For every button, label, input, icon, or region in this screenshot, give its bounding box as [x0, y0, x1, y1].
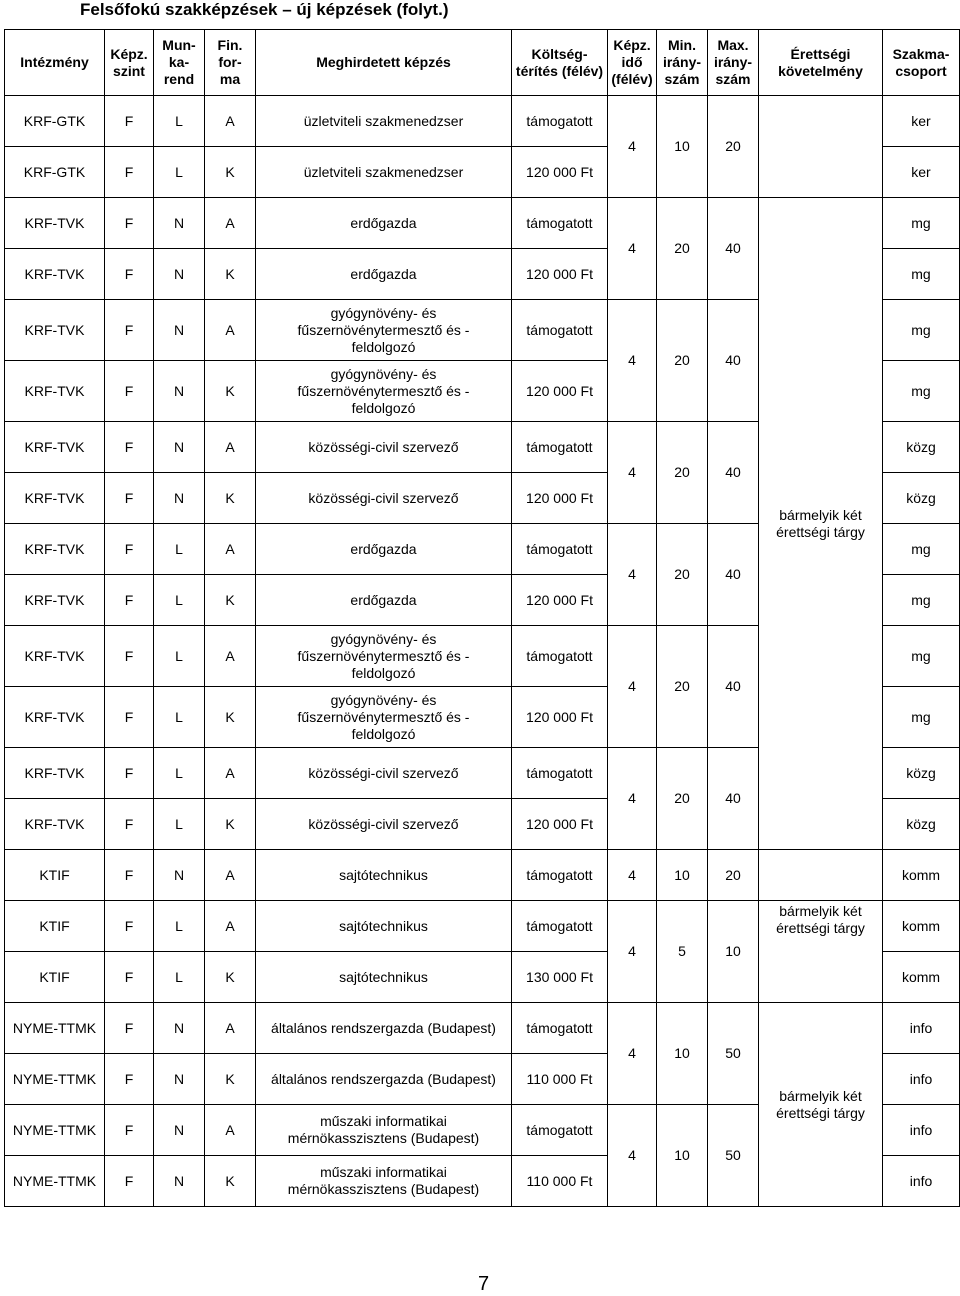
cell-szint: F [105, 473, 154, 524]
header-max-iranyszam: Max. irány- szám [708, 30, 759, 96]
cell-szint: F [105, 1105, 154, 1156]
cell-max: 50 [708, 1003, 759, 1105]
cell-forma: A [205, 524, 256, 575]
cell-szakmacsoport: mg [883, 687, 960, 748]
cell-koltseg: 120 000 Ft [512, 473, 608, 524]
cell-munkarend: L [154, 147, 205, 198]
cell-intezmeny: KRF-GTK [5, 96, 105, 147]
header-koltsegterites: Költség- térítés (félév) [512, 30, 608, 96]
table-row [5, 850, 960, 901]
cell-ido: 4 [608, 901, 657, 1003]
cell-szakmacsoport: közg [883, 799, 960, 850]
cell-erettsegi: bármelyik két érettségi tárgy [759, 422, 883, 626]
cell-erettsegi [759, 850, 883, 901]
cell-munkarend: N [154, 198, 205, 249]
cell-forma: A [205, 626, 256, 687]
cell-kepzes: üzletviteli szakmenedzser [256, 147, 512, 198]
cell-koltseg: 110 000 Ft [512, 1054, 608, 1105]
cell-szint: F [105, 626, 154, 687]
cell-ido: 4 [608, 300, 657, 422]
cell-szakmacsoport: mg [883, 524, 960, 575]
cell-max: 40 [708, 626, 759, 748]
cell-min: 20 [657, 626, 708, 748]
cell-kepzes: erdőgazda [256, 524, 512, 575]
cell-koltseg: 120 000 Ft [512, 147, 608, 198]
cell-kepzes: sajtótechnikus [256, 850, 512, 901]
cell-erettsegi [759, 626, 883, 687]
cell-munkarend: N [154, 361, 205, 422]
cell-munkarend: L [154, 901, 205, 952]
cell-szakmacsoport: ker [883, 147, 960, 198]
cell-kepzes: gyógynövény- és fűszernövénytermesztő és -feldolgozó [256, 687, 512, 748]
cell-koltseg: támogatott [512, 1105, 608, 1156]
cell-forma: K [205, 1156, 256, 1207]
cell-szint: F [105, 198, 154, 249]
header-intezmeny: Intézmény [5, 30, 105, 96]
cell-kepzes: üzletviteli szakmenedzser [256, 96, 512, 147]
cell-kepzes: erdőgazda [256, 575, 512, 626]
cell-intezmeny: KRF-TVK [5, 687, 105, 748]
cell-munkarend: N [154, 300, 205, 361]
cell-munkarend: N [154, 1105, 205, 1156]
cell-szakmacsoport: mg [883, 249, 960, 300]
cell-intezmeny: NYME-TTMK [5, 1003, 105, 1054]
cell-kepzes: erdőgazda [256, 249, 512, 300]
cell-kepzes: általános rendszergazda (Budapest) [256, 1003, 512, 1054]
cell-intezmeny: KRF-TVK [5, 361, 105, 422]
cell-ido: 4 [608, 626, 657, 748]
cell-koltseg: támogatott [512, 524, 608, 575]
cell-munkarend: L [154, 799, 205, 850]
cell-erettsegi [759, 361, 883, 422]
cell-forma: A [205, 748, 256, 799]
cell-szint: F [105, 687, 154, 748]
cell-intezmeny: KRF-TVK [5, 626, 105, 687]
cell-intezmeny: KRF-TVK [5, 575, 105, 626]
cell-ido: 4 [608, 422, 657, 524]
cell-min: 20 [657, 198, 708, 300]
table-row [5, 952, 960, 1003]
cell-min: 20 [657, 422, 708, 524]
cell-max: 50 [708, 1105, 759, 1207]
cell-kepzes: műszaki informatikai mérnökasszisztens (Budapest) [256, 1156, 512, 1207]
cell-szakmacsoport: mg [883, 300, 960, 361]
cell-min: 20 [657, 524, 708, 626]
cell-erettsegi: bármelyik két érettségi tárgy [759, 1003, 883, 1207]
cell-max: 40 [708, 198, 759, 300]
cell-koltseg: 110 000 Ft [512, 1156, 608, 1207]
cell-forma: K [205, 575, 256, 626]
header-kepz-ido: Képz. idő (félév) [608, 30, 657, 96]
cell-koltseg: 120 000 Ft [512, 249, 608, 300]
cell-szint: F [105, 1054, 154, 1105]
header-szakmacsoport: Szakma- csoport [883, 30, 960, 96]
cell-kepzes: közösségi-civil szervező [256, 473, 512, 524]
cell-szakmacsoport: közg [883, 473, 960, 524]
cell-erettsegi [759, 96, 883, 198]
cell-szakmacsoport: info [883, 1003, 960, 1054]
cell-szakmacsoport: info [883, 1156, 960, 1207]
cell-forma: K [205, 1054, 256, 1105]
table-row [5, 748, 960, 799]
header-row [5, 30, 960, 96]
cell-szint: F [105, 748, 154, 799]
cell-intezmeny: NYME-TTMK [5, 1156, 105, 1207]
cell-munkarend: N [154, 1054, 205, 1105]
cell-szakmacsoport: közg [883, 748, 960, 799]
cell-intezmeny: KRF-TVK [5, 799, 105, 850]
cell-ido: 4 [608, 850, 657, 901]
cell-forma: K [205, 249, 256, 300]
table-row [5, 901, 960, 952]
cell-ido: 4 [608, 96, 657, 198]
cell-forma: A [205, 1003, 256, 1054]
cell-koltseg: támogatott [512, 1003, 608, 1054]
page-title: Felsőfokú szakképzések – új képzések (folyt.) [80, 0, 449, 19]
cell-forma: K [205, 952, 256, 1003]
cell-min: 10 [657, 1003, 708, 1105]
header-erettsegi: Érettségi követelmény [759, 30, 883, 96]
cell-intezmeny: KRF-TVK [5, 422, 105, 473]
cell-ido: 4 [608, 1003, 657, 1105]
header-min-iranyszam: Min. irány- szám [657, 30, 708, 96]
cell-kepzes: közösségi-civil szervező [256, 799, 512, 850]
table-row [5, 422, 960, 473]
cell-kepzes: közösségi-civil szervező [256, 422, 512, 473]
cell-min: 10 [657, 1105, 708, 1207]
table-row [5, 198, 960, 249]
training-table [4, 29, 960, 1207]
cell-koltseg: támogatott [512, 198, 608, 249]
cell-ido: 4 [608, 198, 657, 300]
cell-erettsegi [759, 198, 883, 249]
cell-munkarend: N [154, 473, 205, 524]
cell-intezmeny: KRF-TVK [5, 249, 105, 300]
cell-forma: A [205, 96, 256, 147]
cell-szint: F [105, 1156, 154, 1207]
cell-erettsegi [759, 249, 883, 300]
cell-munkarend: L [154, 575, 205, 626]
table-row [5, 96, 960, 147]
cell-koltseg: 120 000 Ft [512, 575, 608, 626]
cell-intezmeny: NYME-TTMK [5, 1105, 105, 1156]
cell-kepzes: műszaki informatikai mérnökasszisztens (Budapest) [256, 1105, 512, 1156]
header-kepz-szint: Képz. szint [105, 30, 154, 96]
cell-intezmeny: NYME-TTMK [5, 1054, 105, 1105]
cell-min: 10 [657, 96, 708, 198]
cell-szint: F [105, 575, 154, 626]
cell-kepzes: sajtótechnikus [256, 952, 512, 1003]
cell-erettsegi [759, 748, 883, 799]
cell-forma: A [205, 300, 256, 361]
cell-koltseg: támogatott [512, 901, 608, 952]
cell-munkarend: N [154, 1156, 205, 1207]
cell-kepzes: sajtótechnikus [256, 901, 512, 952]
cell-szint: F [105, 96, 154, 147]
cell-szakmacsoport: mg [883, 198, 960, 249]
cell-max: 20 [708, 96, 759, 198]
cell-munkarend: N [154, 1003, 205, 1054]
cell-erettsegi [759, 952, 883, 1003]
cell-munkarend: L [154, 748, 205, 799]
header-fin-forma: Fin. for- ma [205, 30, 256, 96]
cell-szint: F [105, 799, 154, 850]
table-row [5, 687, 960, 748]
cell-szint: F [105, 524, 154, 575]
cell-szakmacsoport: mg [883, 361, 960, 422]
cell-erettsegi: bármelyik két érettségi tárgy [759, 901, 883, 952]
cell-szint: F [105, 300, 154, 361]
cell-forma: A [205, 198, 256, 249]
cell-kepzes: gyógynövény- és fűszernövénytermesztő és -feldolgozó [256, 300, 512, 361]
cell-koltseg: támogatott [512, 422, 608, 473]
cell-munkarend: N [154, 249, 205, 300]
cell-munkarend: L [154, 96, 205, 147]
cell-max: 40 [708, 300, 759, 422]
cell-szint: F [105, 361, 154, 422]
cell-kepzes: gyógynövény- és fűszernövénytermesztő és -feldolgozó [256, 626, 512, 687]
cell-forma: A [205, 850, 256, 901]
cell-koltseg: támogatott [512, 626, 608, 687]
cell-ido: 4 [608, 1105, 657, 1207]
cell-munkarend: N [154, 850, 205, 901]
cell-max: 10 [708, 901, 759, 1003]
cell-intezmeny: KRF-GTK [5, 147, 105, 198]
cell-forma: A [205, 1105, 256, 1156]
cell-koltseg: 120 000 Ft [512, 687, 608, 748]
cell-koltseg: 130 000 Ft [512, 952, 608, 1003]
cell-erettsegi [759, 300, 883, 361]
cell-kepzes: erdőgazda [256, 198, 512, 249]
cell-max: 40 [708, 748, 759, 850]
cell-szakmacsoport: közg [883, 422, 960, 473]
cell-forma: A [205, 901, 256, 952]
cell-szakmacsoport: ker [883, 96, 960, 147]
cell-kepzes: gyógynövény- és fűszernövénytermesztő és -feldolgozó [256, 361, 512, 422]
cell-szint: F [105, 1003, 154, 1054]
cell-szakmacsoport: mg [883, 626, 960, 687]
cell-intezmeny: KTIF [5, 901, 105, 952]
table-row [5, 1003, 960, 1054]
cell-szakmacsoport: komm [883, 850, 960, 901]
cell-koltseg: támogatott [512, 96, 608, 147]
cell-forma: K [205, 473, 256, 524]
cell-munkarend: N [154, 422, 205, 473]
cell-forma: K [205, 147, 256, 198]
cell-munkarend: L [154, 687, 205, 748]
cell-ido: 4 [608, 524, 657, 626]
page-number: 7 [478, 1273, 490, 1295]
cell-munkarend: L [154, 524, 205, 575]
cell-szakmacsoport: komm [883, 952, 960, 1003]
cell-szakmacsoport: info [883, 1105, 960, 1156]
cell-szakmacsoport: mg [883, 575, 960, 626]
cell-intezmeny: KRF-TVK [5, 524, 105, 575]
cell-intezmeny: KTIF [5, 952, 105, 1003]
cell-ido: 4 [608, 748, 657, 850]
cell-koltseg: támogatott [512, 850, 608, 901]
cell-szint: F [105, 147, 154, 198]
cell-intezmeny: KRF-TVK [5, 748, 105, 799]
cell-kepzes: általános rendszergazda (Budapest) [256, 1054, 512, 1105]
cell-erettsegi [759, 687, 883, 748]
cell-intezmeny: KRF-TVK [5, 198, 105, 249]
cell-forma: K [205, 361, 256, 422]
table-row [5, 249, 960, 300]
cell-koltseg: támogatott [512, 300, 608, 361]
cell-munkarend: L [154, 952, 205, 1003]
header-munkarend: Mun- ka- rend [154, 30, 205, 96]
cell-szint: F [105, 850, 154, 901]
cell-munkarend: L [154, 626, 205, 687]
cell-max: 40 [708, 524, 759, 626]
cell-szint: F [105, 422, 154, 473]
cell-forma: A [205, 422, 256, 473]
cell-max: 20 [708, 850, 759, 901]
cell-szint: F [105, 249, 154, 300]
table-row [5, 626, 960, 687]
cell-kepzes: közösségi-civil szervező [256, 748, 512, 799]
cell-koltseg: 120 000 Ft [512, 799, 608, 850]
cell-min: 20 [657, 300, 708, 422]
cell-min: 20 [657, 748, 708, 850]
cell-forma: K [205, 799, 256, 850]
cell-szint: F [105, 901, 154, 952]
table-row [5, 799, 960, 850]
cell-intezmeny: KRF-TVK [5, 473, 105, 524]
cell-erettsegi [759, 799, 883, 850]
cell-koltseg: 120 000 Ft [512, 361, 608, 422]
cell-szakmacsoport: info [883, 1054, 960, 1105]
cell-intezmeny: KRF-TVK [5, 300, 105, 361]
cell-max: 40 [708, 422, 759, 524]
cell-min: 10 [657, 850, 708, 901]
table-row [5, 361, 960, 422]
cell-min: 5 [657, 901, 708, 1003]
cell-koltseg: támogatott [512, 748, 608, 799]
cell-intezmeny: KTIF [5, 850, 105, 901]
cell-forma: K [205, 687, 256, 748]
table-row [5, 300, 960, 361]
cell-szakmacsoport: komm [883, 901, 960, 952]
header-kepzes: Meghirdetett képzés [256, 30, 512, 96]
cell-szint: F [105, 952, 154, 1003]
